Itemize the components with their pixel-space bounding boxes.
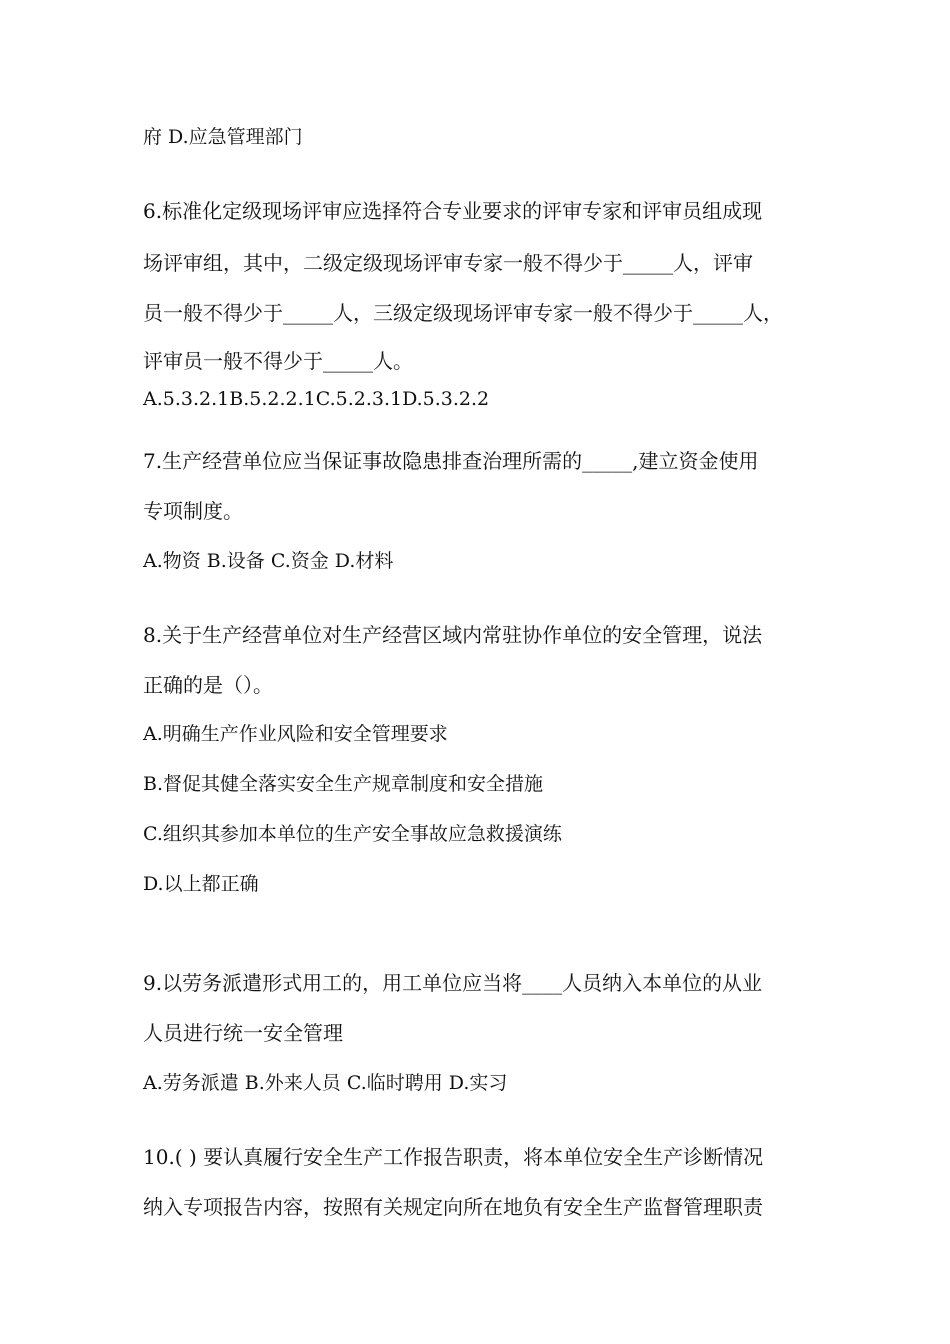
q8-text-line-1: 8.关于生产经营单位对生产经营区域内常驻协作单位的安全管理，说法 <box>143 623 763 647</box>
q9-text-line-2: 人员进行统一安全管理 <box>143 1021 343 1045</box>
q6-text-line-3: 员一般不得少于_____人，三级定级现场评审专家一般不得少于_____人， <box>143 301 783 325</box>
q9-text-line-1: 9.以劳务派遣形式用工的，用工单位应当将____人员纳入本单位的从业 <box>143 971 763 995</box>
q6-text-line-4: 评审员一般不得少于_____人。 <box>143 349 413 373</box>
q6-text-line-1: 6.标准化定级现场评审应选择符合专业要求的评审专家和评审员组成现 <box>143 199 763 223</box>
q8-option-c: C.组织其参加本单位的生产安全事故应急救援演练 <box>143 823 562 845</box>
q9-options: A.劳务派遣 B.外来人员 C.临时聘用 D.实习 <box>143 1072 508 1094</box>
q7-options: A.物资 B.设备 C.资金 D.材料 <box>143 550 394 572</box>
q6-text-line-2: 场评审组，其中，二级定级现场评审专家一般不得少于_____人，评审 <box>143 251 753 275</box>
q6-options: A.5.3.2.1B.5.2.2.1C.5.2.3.1D.5.3.2.2 <box>143 388 490 410</box>
q10-text-line-1: 10.( ) 要认真履行安全生产工作报告职责，将本单位安全生产诊断情况 <box>143 1145 764 1169</box>
q8-text-line-2: 正确的是（）。 <box>143 673 273 697</box>
q5-options-tail: 府 D.应急管理部门 <box>143 126 303 148</box>
q10-text-line-2: 纳入专项报告内容，按照有关规定向所在地负有安全生产监督管理职责 <box>143 1195 763 1219</box>
q7-text-line-2: 专项制度。 <box>143 499 243 523</box>
q8-option-d: D.以上都正确 <box>143 873 259 895</box>
q7-text-line-1: 7.生产经营单位应当保证事故隐患排查治理所需的_____,建立资金使用 <box>143 449 759 473</box>
q8-option-a: A.明确生产作业风险和安全管理要求 <box>143 723 448 745</box>
q8-option-b: B.督促其健全落实安全生产规章制度和安全措施 <box>143 773 544 795</box>
